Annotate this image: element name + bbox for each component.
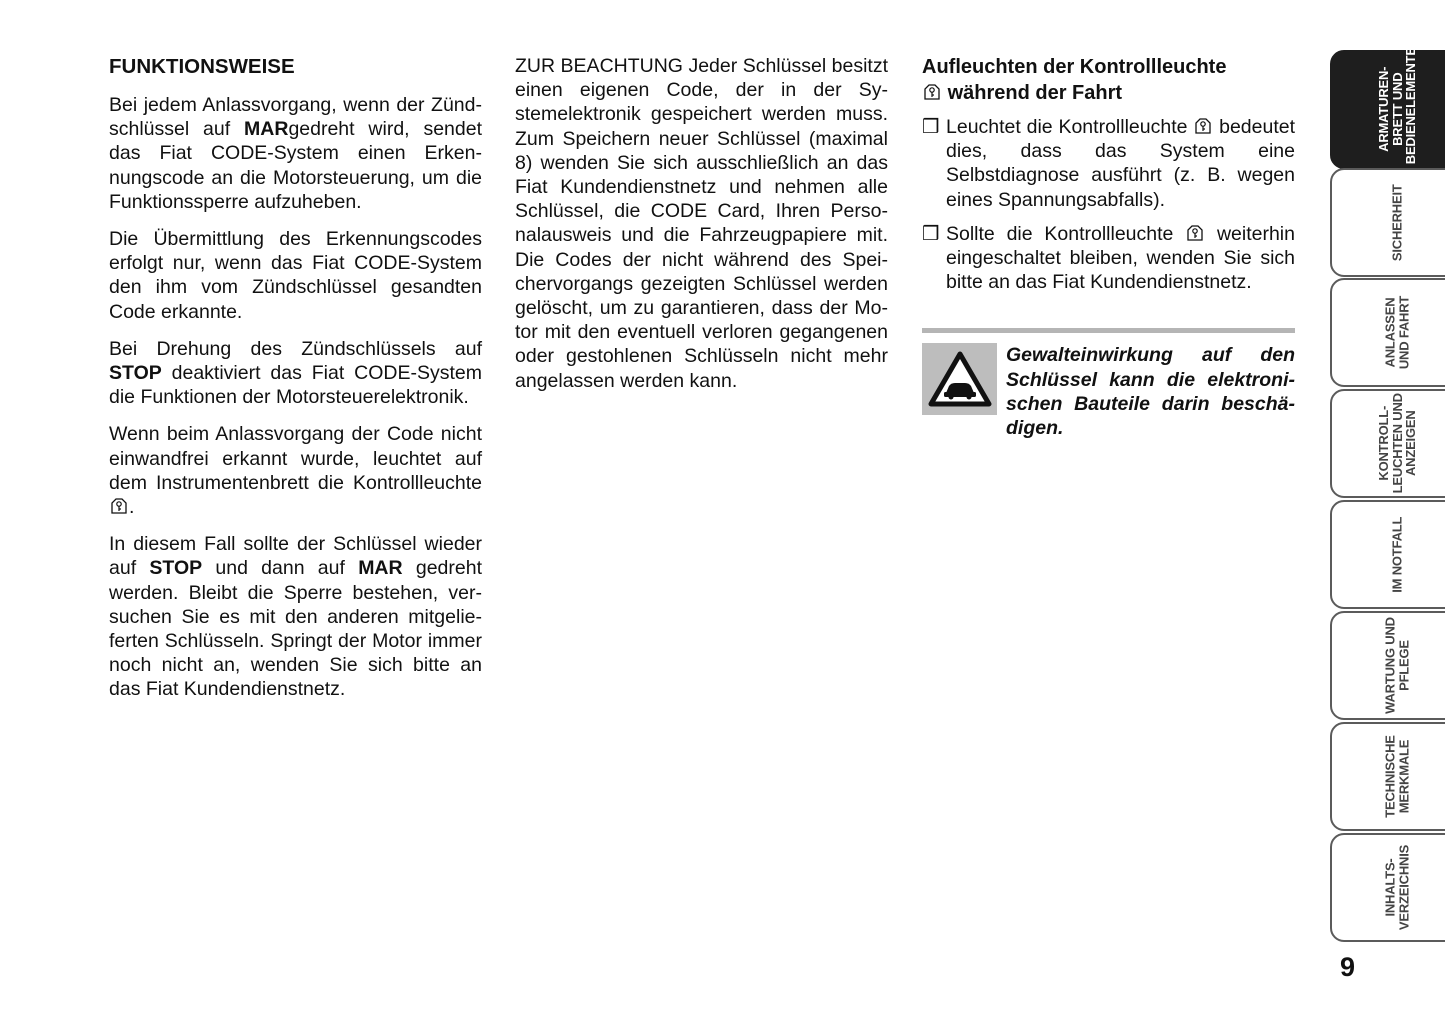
bullet-text — [946, 115, 1295, 212]
tab-anlassen[interactable] — [1330, 278, 1445, 387]
section-heading: FUNKTIONSWEISE — [109, 55, 295, 78]
tab-technische-merkmale[interactable] — [1330, 722, 1445, 831]
bold-term: STOP — [109, 362, 162, 385]
column-middle — [515, 54, 888, 406]
paragraph — [109, 422, 482, 519]
key-warning-icon — [1193, 117, 1213, 135]
text: bedeutet dies, dass das System eine Selbstdiagnose ausführt (z. B. wegen eines Spannungsabfalls). — [946, 116, 1295, 211]
paragraph — [109, 93, 482, 214]
bold-term: MAR — [244, 118, 289, 141]
text: . — [129, 496, 135, 519]
tab-label: TECHNISCHE MERKMALE — [1382, 735, 1411, 818]
heading-text: während der Fahrt — [947, 82, 1123, 104]
text: Sollte die Kontrollleuchte — [946, 222, 1186, 245]
tab-label: IM NOTFALL — [1389, 516, 1405, 593]
paragraph — [109, 337, 482, 410]
tab-wartung[interactable] — [1330, 611, 1445, 720]
text: Wenn beim Anlassvorgang der Code nicht einwandfrei erkannt wurde, leuchtet auf dem Instrumentenbrett die Kontrollleuchte — [109, 423, 482, 494]
text: gedreht wird, sendet das Fiat CODE-System einen Erkennungscode an die Motorsteuerung, um die Funktionssperre aufzuheben. — [109, 118, 482, 213]
key-warning-icon — [922, 82, 942, 100]
tab-label: WARTUNG UND PFLEGE — [1382, 617, 1411, 714]
bullet-item — [922, 115, 1295, 212]
key-warning-icon — [109, 497, 129, 515]
column-left — [109, 54, 482, 715]
column-right — [922, 54, 1295, 440]
warning-text: Gewalteinwirkung auf den Schlüssel kann die elektronischen Bauteile darin beschädigen. — [1006, 344, 1295, 440]
key-warning-icon — [1185, 224, 1205, 242]
text: Leuchtet die Kontrollleuchte — [946, 116, 1194, 138]
page-number: 9 — [1340, 952, 1356, 982]
tab-kontrollleuchten[interactable] — [1330, 389, 1445, 498]
text: Bei Drehung des Zündschlüssels auf — [109, 337, 482, 360]
warning-box — [922, 343, 1295, 440]
bullet-text — [946, 222, 1295, 295]
divider — [922, 328, 1295, 333]
text: gedreht werden. Bleibt die Sperre bestehen, versuchen Sie es mit den anderen mitgelieferten Schlüsseln. Springt der Motor immer noch nicht an, wenden Sie sich bitte an das Fiat Kundendienstnetz. — [109, 557, 483, 701]
tab-label: INHALTS- VERZEICHNIS — [1382, 844, 1411, 931]
bullet-box-icon: ❒ — [922, 222, 940, 245]
bullet-item — [922, 222, 1295, 295]
text: In diesem Fall sollte der Schlüssel wieder auf — [109, 533, 482, 580]
bold-term: STOP — [149, 557, 203, 580]
text: Bei jedem Anlassvorgang, wenn der Zündschlüssel auf — [109, 94, 482, 141]
note-paragraph: ZUR BEACHTUNG Jeder Schlüssel besitzt einen eigenen Code, der in der Systemelektronik gespeichert werden muss. Zum Speichern neuer Schlüssel (maximal 8) wenden Sie sich ausschließlich an das Fiat Kundendienstnetz und nehmen alle Schlüssel, die CODE Card, Ihren Personalausweis und die Fahrzeugpapiere mit. Die Codes der nicht während des Speichervorgangs gezeigten Schlüssel werden gelöscht, um zu garantieren, dass der Motor mit den eventuell verloren gegangenen oder gestohlenen Schlüsseln nicht mehr angelassen werden kann. — [515, 55, 888, 392]
paragraph — [109, 532, 482, 701]
text: deaktiviert das Fiat CODE-System die Funktionen der Motorsteuerelektronik. — [109, 362, 482, 409]
subsection-heading — [922, 54, 1295, 106]
text: weiterhin eingeschaltet bleiben, wenden Sie sich bitte an das Fiat Kundendienstnetz. — [946, 222, 1295, 294]
tab-armaturenbrett[interactable] — [1330, 47, 1445, 169]
tab-label: ANLASSEN UND FAHRT — [1382, 295, 1411, 370]
paragraph: Die Übermittlung des Erkennungscodes erfolgt nur, wenn das Fiat CODE-System den ihm vom Zündschlüssel gesandten Code erkannte. — [109, 228, 482, 323]
warning-triangle-car-icon — [922, 343, 997, 415]
bullet-box-icon: ❒ — [922, 116, 940, 138]
heading-text: Aufleuchten der Kontrollleuchte — [922, 56, 1227, 78]
tab-im-notfall[interactable] — [1330, 500, 1445, 609]
tab-sicherheit[interactable] — [1330, 168, 1445, 277]
tab-label: ARMATUREN- BRETT UND BEDIENELEMENTE — [1375, 47, 1418, 165]
bold-term: MAR — [358, 557, 403, 580]
tab-label: SICHERHEIT — [1389, 184, 1405, 261]
text: und dann auf — [202, 557, 359, 580]
tab-label: KONTROLL- LEUCHTEN UND ANZEIGEN — [1375, 393, 1418, 494]
tab-inhaltsverzeichnis[interactable] — [1330, 833, 1445, 942]
